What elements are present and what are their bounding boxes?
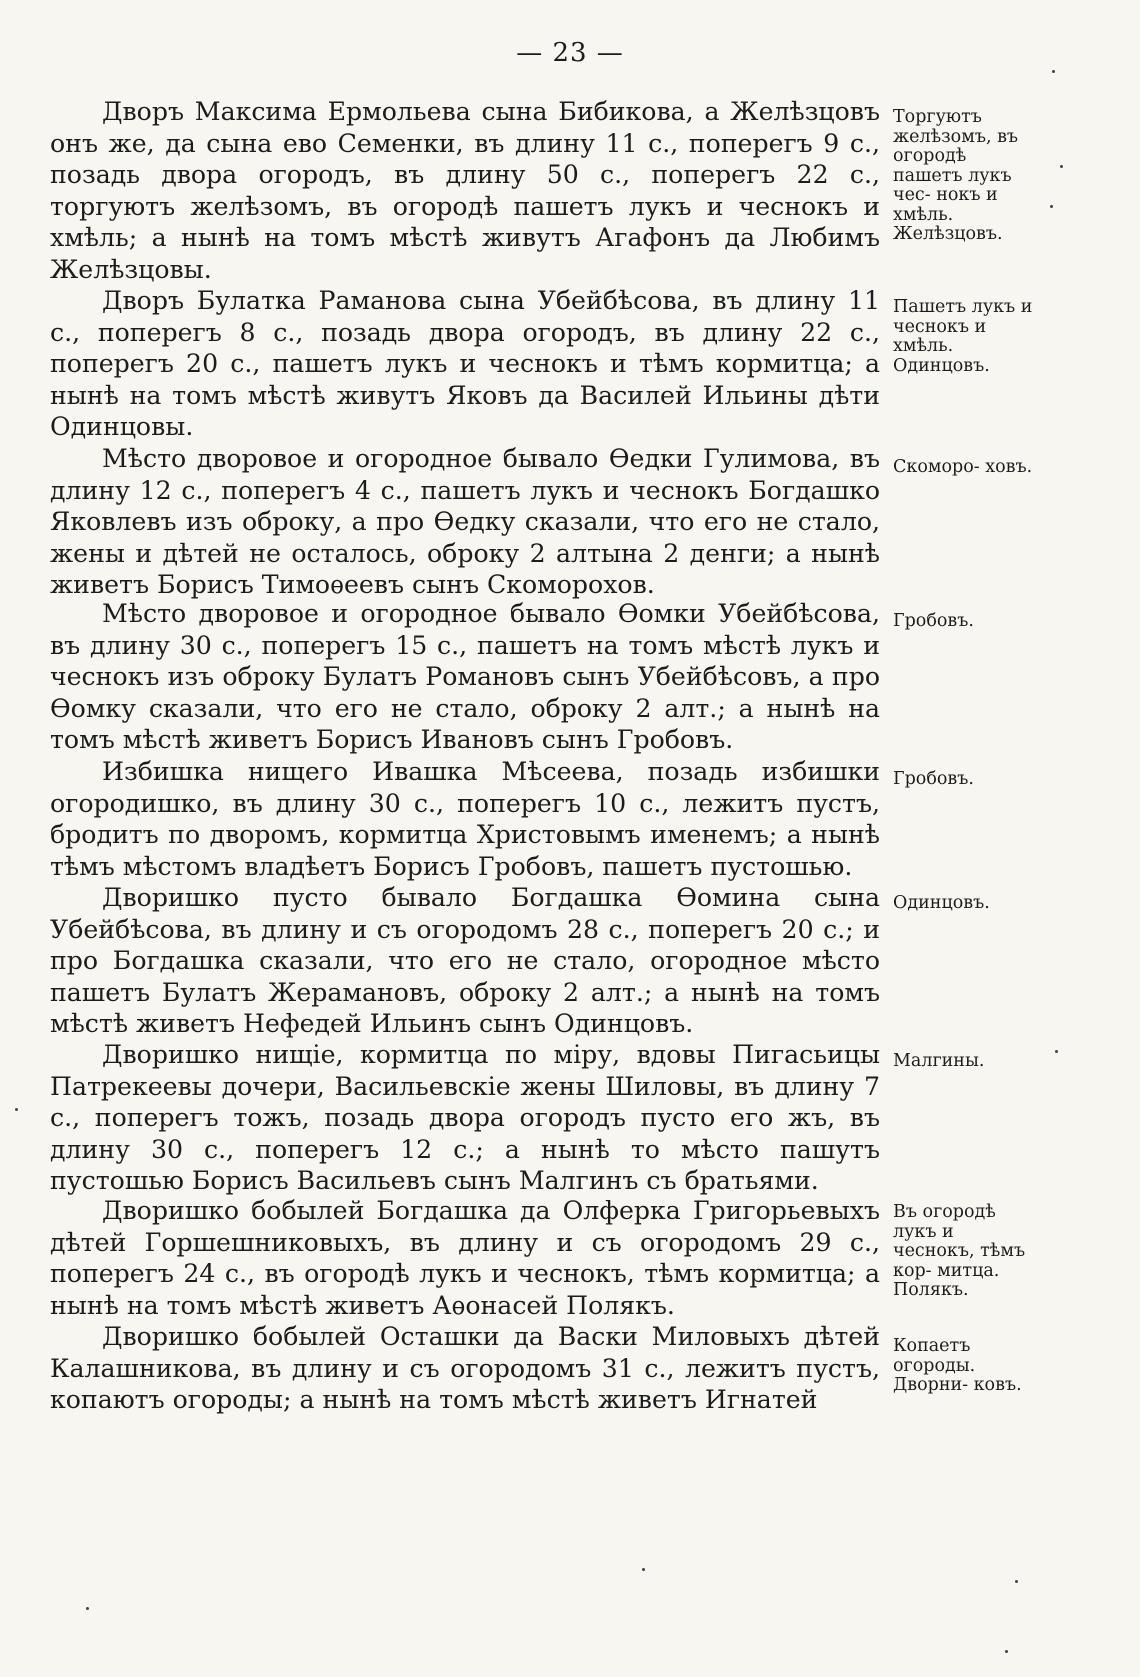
entry-2 xyxy=(50,285,880,443)
paper-speck xyxy=(1015,1580,1018,1583)
margin-note-5: Гробовъ. xyxy=(893,769,974,789)
entry-text: Мѣсто дворовое и огородное бывало Ѳомки Убейбѣсова, въ длину 30 с., поперегъ 15 с., пашетъ на томъ мѣстѣ лукъ и чеснокъ изъ оброку Булатъ Романовъ сынъ Убейбѣсовъ, а про Ѳомку сказали, что его не стало, оброку 2 алт.; а нынѣ на томъ мѣстѣ живетъ Борисъ Ивановъ сынъ Гробовъ. xyxy=(50,599,880,754)
entry-1 xyxy=(50,96,880,285)
paper-speck xyxy=(1055,1050,1058,1053)
margin-note-6: Одинцовъ. xyxy=(893,893,990,913)
paper-speck xyxy=(1050,205,1053,208)
paper-speck xyxy=(1005,1650,1008,1653)
paper-speck xyxy=(1060,165,1063,168)
entry-8 xyxy=(50,1195,880,1321)
paper-speck xyxy=(15,1108,18,1111)
margin-note-2: Пашетъ лукъ и чеснокъ и хмѣль. Одинцовъ. xyxy=(893,297,1033,376)
entry-6 xyxy=(50,882,880,1040)
entry-text: Мѣсто дворовое и огородное бывало Ѳедки Гулимова, въ длину 12 с., поперегъ 4 с., пашетъ лукъ и чеснокъ Богдашко Яковлевъ изъ оброку, а про Ѳедку сказали, что его не стало, жены и дѣтей не осталось, оброку 2 алтына 2 денги; а нынѣ живетъ Борисъ Тимоѳеевъ сынъ Скоморохов. xyxy=(50,444,880,599)
entry-7 xyxy=(50,1039,880,1197)
margin-note-9: Копаетъ огороды. Дворни- ковъ. xyxy=(893,1336,1022,1395)
paper-speck xyxy=(642,1568,645,1571)
entry-9 xyxy=(50,1321,880,1416)
entry-text: Избишка нищего Ивашка Мѣсеева, позадь избишки огородишко, въ длину 30 с., поперегъ 10 с., лежитъ пустъ, бродитъ по дворомъ, кормитца Христовымъ именемъ; а нынѣ тѣмъ мѣстомъ владѣетъ Борисъ Гробовъ, пашетъ пустошью. xyxy=(50,757,880,881)
entry-3 xyxy=(50,443,880,601)
margin-note-3: Скоморо- ховъ. xyxy=(893,457,1033,477)
margin-note-8: Въ огородѣ лукъ и чеснокъ, тѣмъ кор- митца. Полякъ. xyxy=(893,1202,1026,1300)
entry-text: Дворъ Булатка Раманова сына Убейбѣсова, въ длину 11 с., поперегъ 8 с., позадь двора огородъ, въ длину 22 с., поперегъ 20 с., пашетъ лукъ и чеснокъ и тѣмъ кормитца; а нынѣ на томъ мѣстѣ живутъ Яковъ да Василей Ильины дѣти Одинцовы. xyxy=(50,286,880,441)
entry-text: Дворишко нищіе, кормитца по міру, вдовы Пигасьицы Патрекеевы дочери, Васильевскіе жены Шиловы, въ длину 7 с., поперегъ тожъ, позадь двора огородъ пусто его жъ, въ длину 30 с., поперегъ 12 с.; а нынѣ то мѣсто пашутъ пустошью Борисъ Васильевъ сынъ Малгинъ съ братьями. xyxy=(50,1040,880,1195)
paper-speck xyxy=(86,1607,89,1610)
entry-5 xyxy=(50,756,880,882)
page-number: — 23 — xyxy=(516,38,624,68)
margin-note-4: Гробовъ. xyxy=(893,611,974,631)
margin-note-1: Торгуютъ желѣзомъ, въ огородѣ пашетъ лукъ чес- нокъ и хмѣль. Желѣзцовъ. xyxy=(893,107,1019,244)
entry-4 xyxy=(50,598,880,756)
margin-note-7: Малгины. xyxy=(893,1051,985,1071)
entry-text: Дворишко бобылей Осташки да Васки Миловыхъ дѣтей Калашникова, въ длину и съ огородомъ 31 с., лежитъ пустъ, копаютъ огороды; а нынѣ на томъ мѣстѣ живетъ Игнатей xyxy=(50,1322,880,1414)
entry-text: Дворъ Максима Ермольева сына Бибикова, а Желѣзцовъ онъ же, да сына ево Семенки, въ длину 11 с., поперегъ 9 с., позадь двора огородъ, въ длину 50 с., поперегъ 22 с., торгуютъ желѣзомъ, въ огородѣ пашетъ лукъ и чеснокъ и хмѣль; а нынѣ на томъ мѣстѣ живутъ Агафонъ да Любимъ Желѣзцовы. xyxy=(50,97,880,284)
entry-text: Дворишко пусто бывало Богдашка Ѳомина сына Убейбѣсова, въ длину и съ огородомъ 28 с., поперегъ 20 с.; и про Богдашка сказали, что его не стало, огородное мѣсто пашетъ Булатъ Жерамановъ, оброку 2 алт.; а нынѣ на томъ мѣстѣ живетъ Нефедей Ильинъ сынъ Одинцовъ. xyxy=(50,883,880,1038)
paper-speck xyxy=(1052,70,1055,73)
entry-text: Дворишко бобылей Богдашка да Олферка Григорьевыхъ дѣтей Горшешниковыхъ, въ длину и съ огородомъ 29 с., поперегъ 24 с., въ огородѣ лукъ и чеснокъ, тѣмъ кормитца; а нынѣ на томъ мѣстѣ живетъ Аѳонасей Полякъ. xyxy=(50,1196,880,1320)
